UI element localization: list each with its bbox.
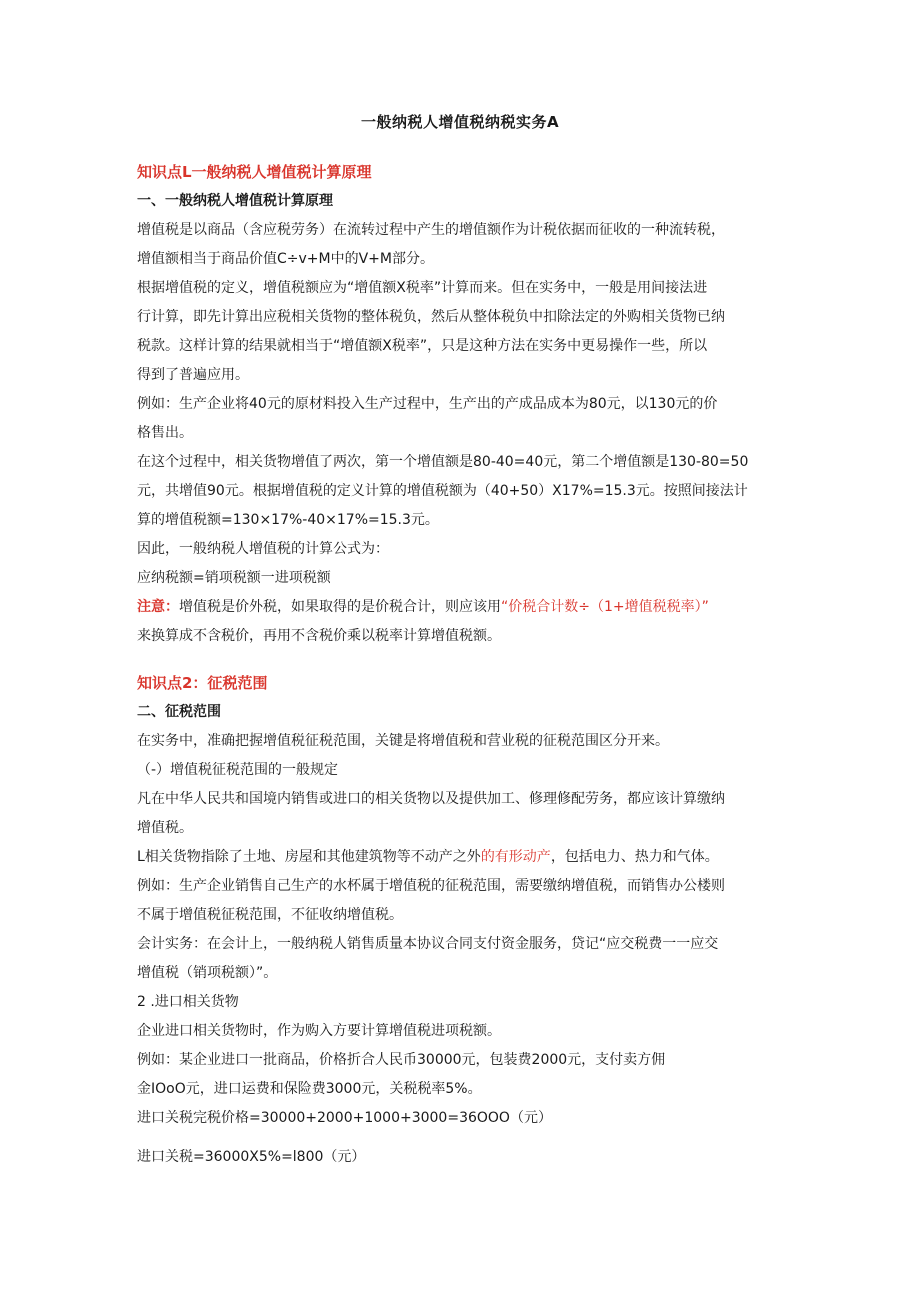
paragraph-line: 例如：某企业进口一批商品，价格折合人民币30000元，包装费2000元，支付卖方佣 [137, 1052, 666, 1068]
formula-line: 进口关税完税价格=30000+2000+1000+3000=36OOO（元） [137, 1110, 552, 1126]
paragraph-line: 增值税（销项税额）”。 [137, 965, 278, 981]
note-line [137, 593, 797, 622]
paragraph-line: 因此，一般纳税人增值税的计算公式为： [137, 541, 389, 557]
document-title: 一般纳税人增值税纳税实务A [360, 113, 560, 131]
formula-line: 应纳税额=销项税额一进项税额 [137, 570, 331, 586]
note-text: 增值税是价外税，如果取得的是价税合计，则应该用 [179, 599, 501, 615]
paragraph-line: 算的增值税额=130×17%-40×17%=15.3元。 [137, 512, 439, 528]
q4-after: ，包括电力、热力和气体。 [550, 849, 719, 865]
section-1-heading: 一、一般纳税人增值税计算原理 [137, 193, 333, 209]
paragraph-line: 行计算，即先计算出应税相关货物的整体税负，然后从整体税负中扣除法定的外购相关货物已纳 [137, 309, 725, 325]
paragraph-line: 增值税。 [137, 820, 193, 836]
subheading-line: （-）增值税征税范围的一般规定 [137, 762, 339, 778]
paragraph-line: 凡在中华人民共和国境内销售或进口的相关货物以及提供加工、修理修配劳务，都应该计算缴纳 [137, 791, 725, 807]
paragraph-line: 税款。这样计算的结果就相当于“增值额X税率”，只是这种方法在实务中更易操作一些，所以 [137, 338, 708, 354]
paragraph-line: 格售出。 [137, 425, 193, 441]
note-highlight: “价税合计数÷（1+增值税税率）” [501, 599, 709, 615]
paragraph-line: 根据增值税的定义，增值税额应为“增值额X税率”计算而来。但在实务中，一般是用间接法进 [137, 280, 708, 296]
subheading-line: 2 .进口相关货物 [137, 994, 239, 1010]
paragraph-line: 例如：生产企业将40元的原材料投入生产过程中，生产出的产成品成本为80元，以130元的价 [137, 396, 718, 412]
document-body [137, 158, 797, 1172]
paragraph-line: 会计实务：在会计上，一般纳税人销售质量本协议合同支付资金服务，贷记“应交税费一一应交 [137, 936, 719, 952]
paragraph-line [137, 843, 797, 872]
formula-line: 进口关税=36000X5%=l800（元） [137, 1149, 366, 1165]
q4-highlight: 的有形动产 [480, 849, 551, 865]
q4-before: L相关货物指除了土地、房屋和其他建筑物等不动产之外 [137, 849, 481, 865]
paragraph-line: 金IOoO元，进口运费和保险费3000元，关税税率5%。 [137, 1081, 482, 1097]
paragraph-line: 增值额相当于商品价值C÷v+M中的V+M部分。 [137, 251, 434, 267]
paragraph-line: 元，共增值90元。根据增值税的定义计算的增值税额为（40+50）X17%=15.3元。按照间接法计 [137, 483, 748, 499]
paragraph-line: 增值税是以商品（含应税劳务）在流转过程中产生的增值额作为计税依据而征收的一种流转税， [137, 222, 725, 238]
paragraph-line: 不属于增值税征税范围，不征收纳增值税。 [137, 907, 403, 923]
knowledge-point-1-heading: 知识点L一般纳税人增值税计算原理 [137, 163, 372, 181]
paragraph-line: 企业进口相关货物时，作为购入方要计算增值税进项税额。 [137, 1023, 501, 1039]
section-2-heading: 二、征税范围 [137, 704, 221, 720]
paragraph-line: 在实务中，准确把握增值税征税范围，关键是将增值税和营业税的征税范围区分开来。 [137, 733, 669, 749]
paragraph-line: 例如：生产企业销售自己生产的水杯属于增值税的征税范围，需要缴纳增值税，而销售办公楼则 [137, 878, 725, 894]
paragraph-line: 得到了普遍应用。 [137, 367, 249, 383]
knowledge-point-2-heading: 知识点2：征税范围 [137, 674, 268, 692]
note-label: 注意： [137, 599, 179, 615]
paragraph-line: 在这个过程中，相关货物增值了两次，第一个增值额是80-40=40元，第二个增值额是130-80=50 [137, 454, 749, 470]
note-line-2: 来换算成不含税价，再用不含税价乘以税率计算增值税额。 [137, 628, 501, 644]
